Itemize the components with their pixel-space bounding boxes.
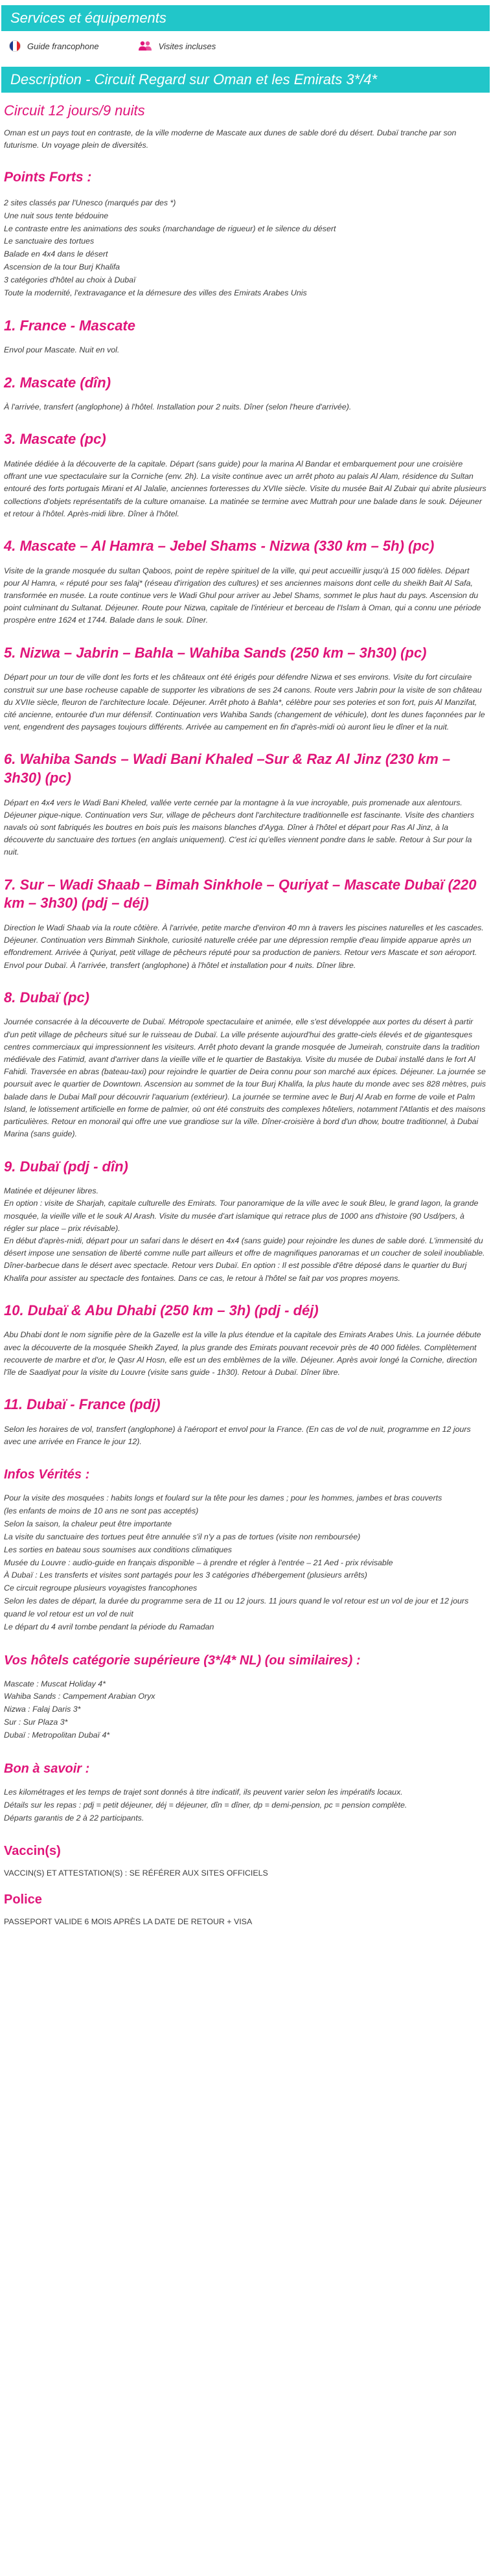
day-block xyxy=(4,989,487,1141)
info-item: Selon la saison, la chaleur peut être importante xyxy=(4,1519,172,1529)
day-text: Envol pour Mascate. Nuit en vol. xyxy=(4,345,120,355)
service-visits-label: Visites incluses xyxy=(158,41,216,51)
point-fort-item: Une nuit sous tente bédouine xyxy=(4,211,109,220)
police-text: PASSEPORT VALIDE 6 MOIS APRÈS LA DATE DE RETOUR + VISA xyxy=(4,1916,253,1926)
point-fort-item: Ascension de la tour Burj Khalifa xyxy=(4,262,120,272)
day-block xyxy=(4,1302,487,1379)
service-guide-label: Guide francophone xyxy=(27,41,99,51)
day-text: Direction le Wadi Shaab via la route côtière. À l'arrivée, petite marche d'environ 40 mn à travers les piscines naturelles et les cascades. Déjeuner. Continuation vers Bimmah Sinkhole, curiosité naturelle créée par une dépression remplie d'eau limpide apparue après un effondrement. Arrivée à Quriyat, petit village de pêcheurs réputé pour sa production de paniers. Retour vers Mascate et son aéroport. Envol pour Dubaï. À l'arrivée, transfert (anglophone) à l'hôtel et installation pour 4 nuits. Dîner libre. xyxy=(4,923,484,970)
day-block xyxy=(4,374,487,414)
infos-section xyxy=(4,1465,487,1633)
day-block xyxy=(4,537,487,627)
circuit-title: Circuit 12 jours/9 nuits xyxy=(4,102,145,119)
good-to-know-title: Bon à savoir : xyxy=(4,1761,90,1776)
day-title: 5. Nizwa – Jabrin – Bahla – Wahiba Sands (250 km – 3h30) (pc) xyxy=(4,644,427,661)
day-text: Matinée dédiée à la découverte de la capitale. Départ (sans guide) pour la marina Al Bandar et embarquement pour une croisière offrant une vue spectaculaire sur la Corniche (env. 2h). La visite continue avec un arrêt photo au palais Al Alam, résidence du Sultan entouré des forts portugais Mirani et Al Jalalie, anciennes forteresses du XVIIe siècle. Visite du musée Bait Al Zubair qui abrite plusieurs collections d'objets représentatifs de la culture omanaise. La matinée se termine avec Muttrah pour une balade dans le souk. Déjeuner et retour à l'hôtel. Après-midi libre. Dîner à l'hôtel. xyxy=(4,459,486,518)
day-title: 3. Mascate (pc) xyxy=(4,431,106,448)
hotel-item: Nizwa : Falaj Daris 3* xyxy=(4,1705,81,1714)
circuit-intro xyxy=(4,102,487,152)
day-block xyxy=(4,1396,487,1448)
day-text: Visite de la grande mosquée du sultan Qaboos, point de repère spirituel de la ville, qui peut accueillir jusqu'à 15 000 fidèles. Départ pour Al Hamra, « réputé pour ses falaj* (réseau d'irrigation des cultures) et ses anciennes maisons dont celle du sheikh Bait Al Safa, transformée en musée. La route continue vers le Wadi Ghul pour arriver au Jebel Shams, sommet le plus haut du pays. Ascension du point culminant du Sultanat. Déjeuner. Route pour Nizwa, capitale de l'intérieur et berceau de l'Islam à Oman, qui a connu une période prospère entre 1624 et 1744. Balade dans le souk. Dîner. xyxy=(4,566,481,625)
day-title: 4. Mascate – Al Hamra – Jebel Shams - Nizwa (330 km – 5h) (pc) xyxy=(4,538,435,554)
day-title: 2. Mascate (dîn) xyxy=(4,374,111,391)
itinerary-days xyxy=(4,317,487,1449)
day-block xyxy=(4,876,487,972)
day-block xyxy=(4,430,487,520)
point-fort-item: Le sanctuaire des tortues xyxy=(4,236,95,246)
hotel-item: Dubaï : Metropolitan Dubaï 4* xyxy=(4,1731,110,1740)
day-text: Abu Dhabi dont le nom signifie père de la Gazelle est la ville la plus étendue et la capitale des Emirats Arabes Unis. La journée débute avec la découverte de la mosquée Sheikh Zayed, la plus grande des Emirats pouvant recevoir près de 40 000 fidèles. Complètement recouverte de marbre et d'or, le Qasr Al Hosn, elle est un des emblèmes de la ville. Déjeuner. Après avoir longé la Corniche, direction l'île de Saadiyat pour la visite du Louvre (visite sans guide - 1h30). Retour à Dubaï. Dîner libre. xyxy=(4,1330,481,1377)
day-block xyxy=(4,644,487,734)
points-forts xyxy=(4,167,487,299)
hotel-item: Wahiba Sands : Campement Arabian Oryx xyxy=(4,1692,155,1701)
police-title: Police xyxy=(4,1892,42,1907)
good-to-know-item: Départs garantis de 2 à 22 participants. xyxy=(4,1813,144,1823)
info-item: La visite du sanctuaire des tortues peut être annulée s'il n'y a pas de tortues (visite non remboursée) xyxy=(4,1532,361,1541)
day-title: 6. Wahiba Sands – Wadi Bani Khaled –Sur & Raz Al Jinz (230 km – 3h30) (pc) xyxy=(4,751,451,786)
day-block xyxy=(4,317,487,357)
hotels-section xyxy=(4,1651,487,1742)
good-to-know-item: Les kilométrages et les temps de trajet sont donnés à titre indicatif, ils peuvent varier selon les impératifs locaux. xyxy=(4,1787,403,1797)
vaccin-section xyxy=(4,1841,487,1880)
services-row xyxy=(1,36,490,67)
info-item: Le départ du 4 avril tombe pendant la période du Ramadan xyxy=(4,1622,214,1631)
good-to-know-section xyxy=(4,1759,487,1825)
day-title: 1. France - Mascate xyxy=(4,317,135,334)
points-forts-list xyxy=(4,197,487,300)
point-fort-item: Toute la modernité, l'extravagance et la démesure des villes des Emirats Arabes Unis xyxy=(4,288,307,297)
info-item: Les sorties en bateau sous soumises aux conditions climatiques xyxy=(4,1545,232,1554)
day-text: Matinée et déjeuner libres. En option : visite de Sharjah, capitale culturelle des Emirats. Tour panoramique de la ville avec le souk Bleu, le grand lagon, la grande mosquée, la vieille ville et le souk Al Arash. Visite du musée d'art islamique qui retrace plus de 1000 ans d'histoire (90 Usd/pers, à régler sur place – prix révisable). En début d'après-midi, départ pour un safari dans le désert en 4x4 (sans guide) pour rejoindre les dunes de sable doré. L'immensité du désert impose une sensation de liberté comme nulle part ailleurs et offre de magnifiques panoramas et un coucher de soleil inoubliable. Dîner-barbecue dans le désert avec spectacle. Retour vers Dubaï. En option : Il est possible d'être déposé dans le quartier du Burj Khalifa pour assister au spectacle des fontaines. Dans ce cas, le retour à l'hôtel se fait par vos propres moyens. xyxy=(4,1186,485,1283)
police-section xyxy=(4,1890,487,1928)
day-text: Journée consacrée à la découverte de Dubaï. Métropole spectaculaire et animée, elle s'est développée aux portes du désert à partir d'un petit village de pêcheurs situé sur le ruisseau de Dubaï. La ville présente aujourd'hui des gratte-ciels élevés et de gigantesques centres commerciaux qui impressionnent les visiteurs. Arrêt photo devant la grande mosquée de Jumeirah, construite dans la tradition médiévale des Fatimid, avant d'arriver dans la vieille ville et le quartier de Bastakiya. Visite du musée de Dubaï installé dans le fort Al Fahidi. Traversée en abras (bateau-taxi) pour rejoindre le quartier de Deira connu pour son marché aux épices. Déjeuner. La journée se poursuit avec le quartier de Downtown. Ascension au sommet de la tour Burj Khalifa, la plus haute du monde avec ses 828 mètres, puis balade dans le Dubai Mall pour découvrir l'aquarium (extérieur). La journée se termine avec le Burj Al Arab en forme de voile et Palm Island, le lotissement artificielle en forme de palmier, où ont été construits des complexes hôteliers, notamment l'Atlantis et des maisons particulières. Retour en monorail qui offre une vue grandiose sur la ville. Dîner-croisière à bord d'un dhow, boutre traditionnel, à Dubai Marina (sans guide). xyxy=(4,1017,486,1139)
info-item: Ce circuit regroupe plusieurs voyagistes francophones xyxy=(4,1583,198,1593)
info-item: (les enfants de moins de 10 ans ne sont pas acceptés) xyxy=(4,1506,199,1516)
french-flag-icon xyxy=(9,40,21,52)
points-forts-title: Points Forts : xyxy=(4,170,92,185)
infos-title: Infos Vérités : xyxy=(4,1467,90,1482)
info-item: Selon les dates de départ, la durée du programme sera de 11 ou 12 jours. 11 jours quand le vol retour est un vol de jour et 12 jours quand le vol retour est un vol de nuit xyxy=(4,1596,469,1618)
point-fort-item: Balade en 4x4 dans le désert xyxy=(4,249,108,259)
description-header: Description - Circuit Regard sur Oman et les Emirats 3*/4* xyxy=(1,67,490,93)
info-item: Musée du Louvre : audio-guide en français disponible – à prendre et régler à l'entrée – 21 Aed - prix révisable xyxy=(4,1558,393,1567)
hotel-item: Sur : Sur Plaza 3* xyxy=(4,1718,68,1727)
good-to-know-list xyxy=(4,1786,487,1825)
info-item: À Dubaï : Les transferts et visites sont partagés pour les 3 catégories d'hébergement (plusieurs arrêts) xyxy=(4,1570,367,1580)
point-fort-item: 3 catégories d'hôtel au choix à Dubaï xyxy=(4,275,136,284)
day-title: 8. Dubaï (pc) xyxy=(4,989,90,1006)
day-text: Départ pour un tour de ville dont les forts et les châteaux ont été érigés pour défendre Nizwa et ses environs. Visite du fort circulaire construit sur une base rocheuse capable de supporter les vibrations de ses 24 canons. Route vers Jabrin pour la visite de son château du XVIIe siècle, fleuron de l'architecture locale. Déjeuner. Arrêt photo à Bahla*, célèbre pour ses poteries et son fort, puis Al Manzifat, cité ancienne, entourée d'un mur défensif. Continuation vers Wahiba Sands (changement de véhicule), dont les dunes façonnées par le vent, engendrent des paysages toujours différents. Arrivée au campement en fin d'après-midi où auront lieu le dîner et la nuit. xyxy=(4,673,485,732)
service-guide xyxy=(9,40,99,53)
info-item: Pour la visite des mosquées : habits longs et foulard sur la tête pour les dames ; pour les hommes, jambes et bras couverts xyxy=(4,1493,442,1503)
day-text: Départ en 4x4 vers le Wadi Bani Kheled, vallée verte cernée par la montagne à la vue incroyable, puis promenade aux alentours. Déjeuner pique-nique. Continuation vers Sur, village de pêcheurs dont l'architecture traditionnelle est fascinante. Visite des chantiers navals où sont fabriqués les boutres en bois puis les maisons blanches d'Ayga. Dîner à l'hôtel et départ pour Ras Al Jinz, à la découverte du sanctuaire des tortues (en anglais uniquement). C'est ici qu'elles viennent pondre dans le sable. Retour à Sur pour la nuit. xyxy=(4,798,475,857)
hotels-list xyxy=(4,1678,487,1742)
people-icon xyxy=(138,40,152,52)
circuit-intro-text: Oman est un pays tout en contraste, de la ville moderne de Mascate aux dunes de sable doré du désert. Dubaï tranche par son futurisme. Un voyage plein de diversités. xyxy=(4,128,457,150)
description-content xyxy=(1,102,490,1928)
day-text: À l'arrivée, transfert (anglophone) à l'hôtel. Installation pour 2 nuits. Dîner (selon l'heure d'arrivée). xyxy=(4,402,352,412)
day-block xyxy=(4,1158,487,1285)
day-text: Selon les horaires de vol, transfert (anglophone) à l'aéroport et envol pour la France. (En cas de vol de nuit, programme en 12 jours avec une arrivée en France le jour 12). xyxy=(4,1424,471,1447)
point-fort-item: Le contraste entre les animations des souks (marchandage de rigueur) et le silence du désert xyxy=(4,224,336,233)
good-to-know-item: Détails sur les repas : pdj = petit déjeuner, déj = déjeuner, dîn = dîner, dp = demi-pension, pc = pension complète. xyxy=(4,1800,407,1810)
day-title: 11. Dubaï - France (pdj) xyxy=(4,1396,161,1413)
day-title: 7. Sur – Wadi Shaab – Bimah Sinkhole – Quriyat – Mascate Dubaï (220 km – 3h30) (pdj – déj) xyxy=(4,876,477,912)
day-title: 9. Dubaï (pdj - dîn) xyxy=(4,1158,128,1175)
vaccin-text: VACCIN(S) ET ATTESTATION(S) : SE RÉFÉRER AUX SITES OFFICIELS xyxy=(4,1869,268,1878)
service-visits xyxy=(138,40,216,53)
vaccin-title: Vaccin(s) xyxy=(4,1844,61,1859)
hotels-title: Vos hôtels catégorie supérieure (3*/4* NL) (ou similaires) : xyxy=(4,1653,361,1668)
day-block xyxy=(4,750,487,858)
day-title: 10. Dubaï & Abu Dhabi (250 km – 3h) (pdj - déj) xyxy=(4,1302,319,1318)
hotel-item: Mascate : Muscat Holiday 4* xyxy=(4,1679,106,1688)
point-fort-item: 2 sites classés par l'Unesco (marqués par des *) xyxy=(4,198,176,207)
infos-list xyxy=(4,1492,487,1633)
services-header: Services et équipements xyxy=(1,5,490,31)
